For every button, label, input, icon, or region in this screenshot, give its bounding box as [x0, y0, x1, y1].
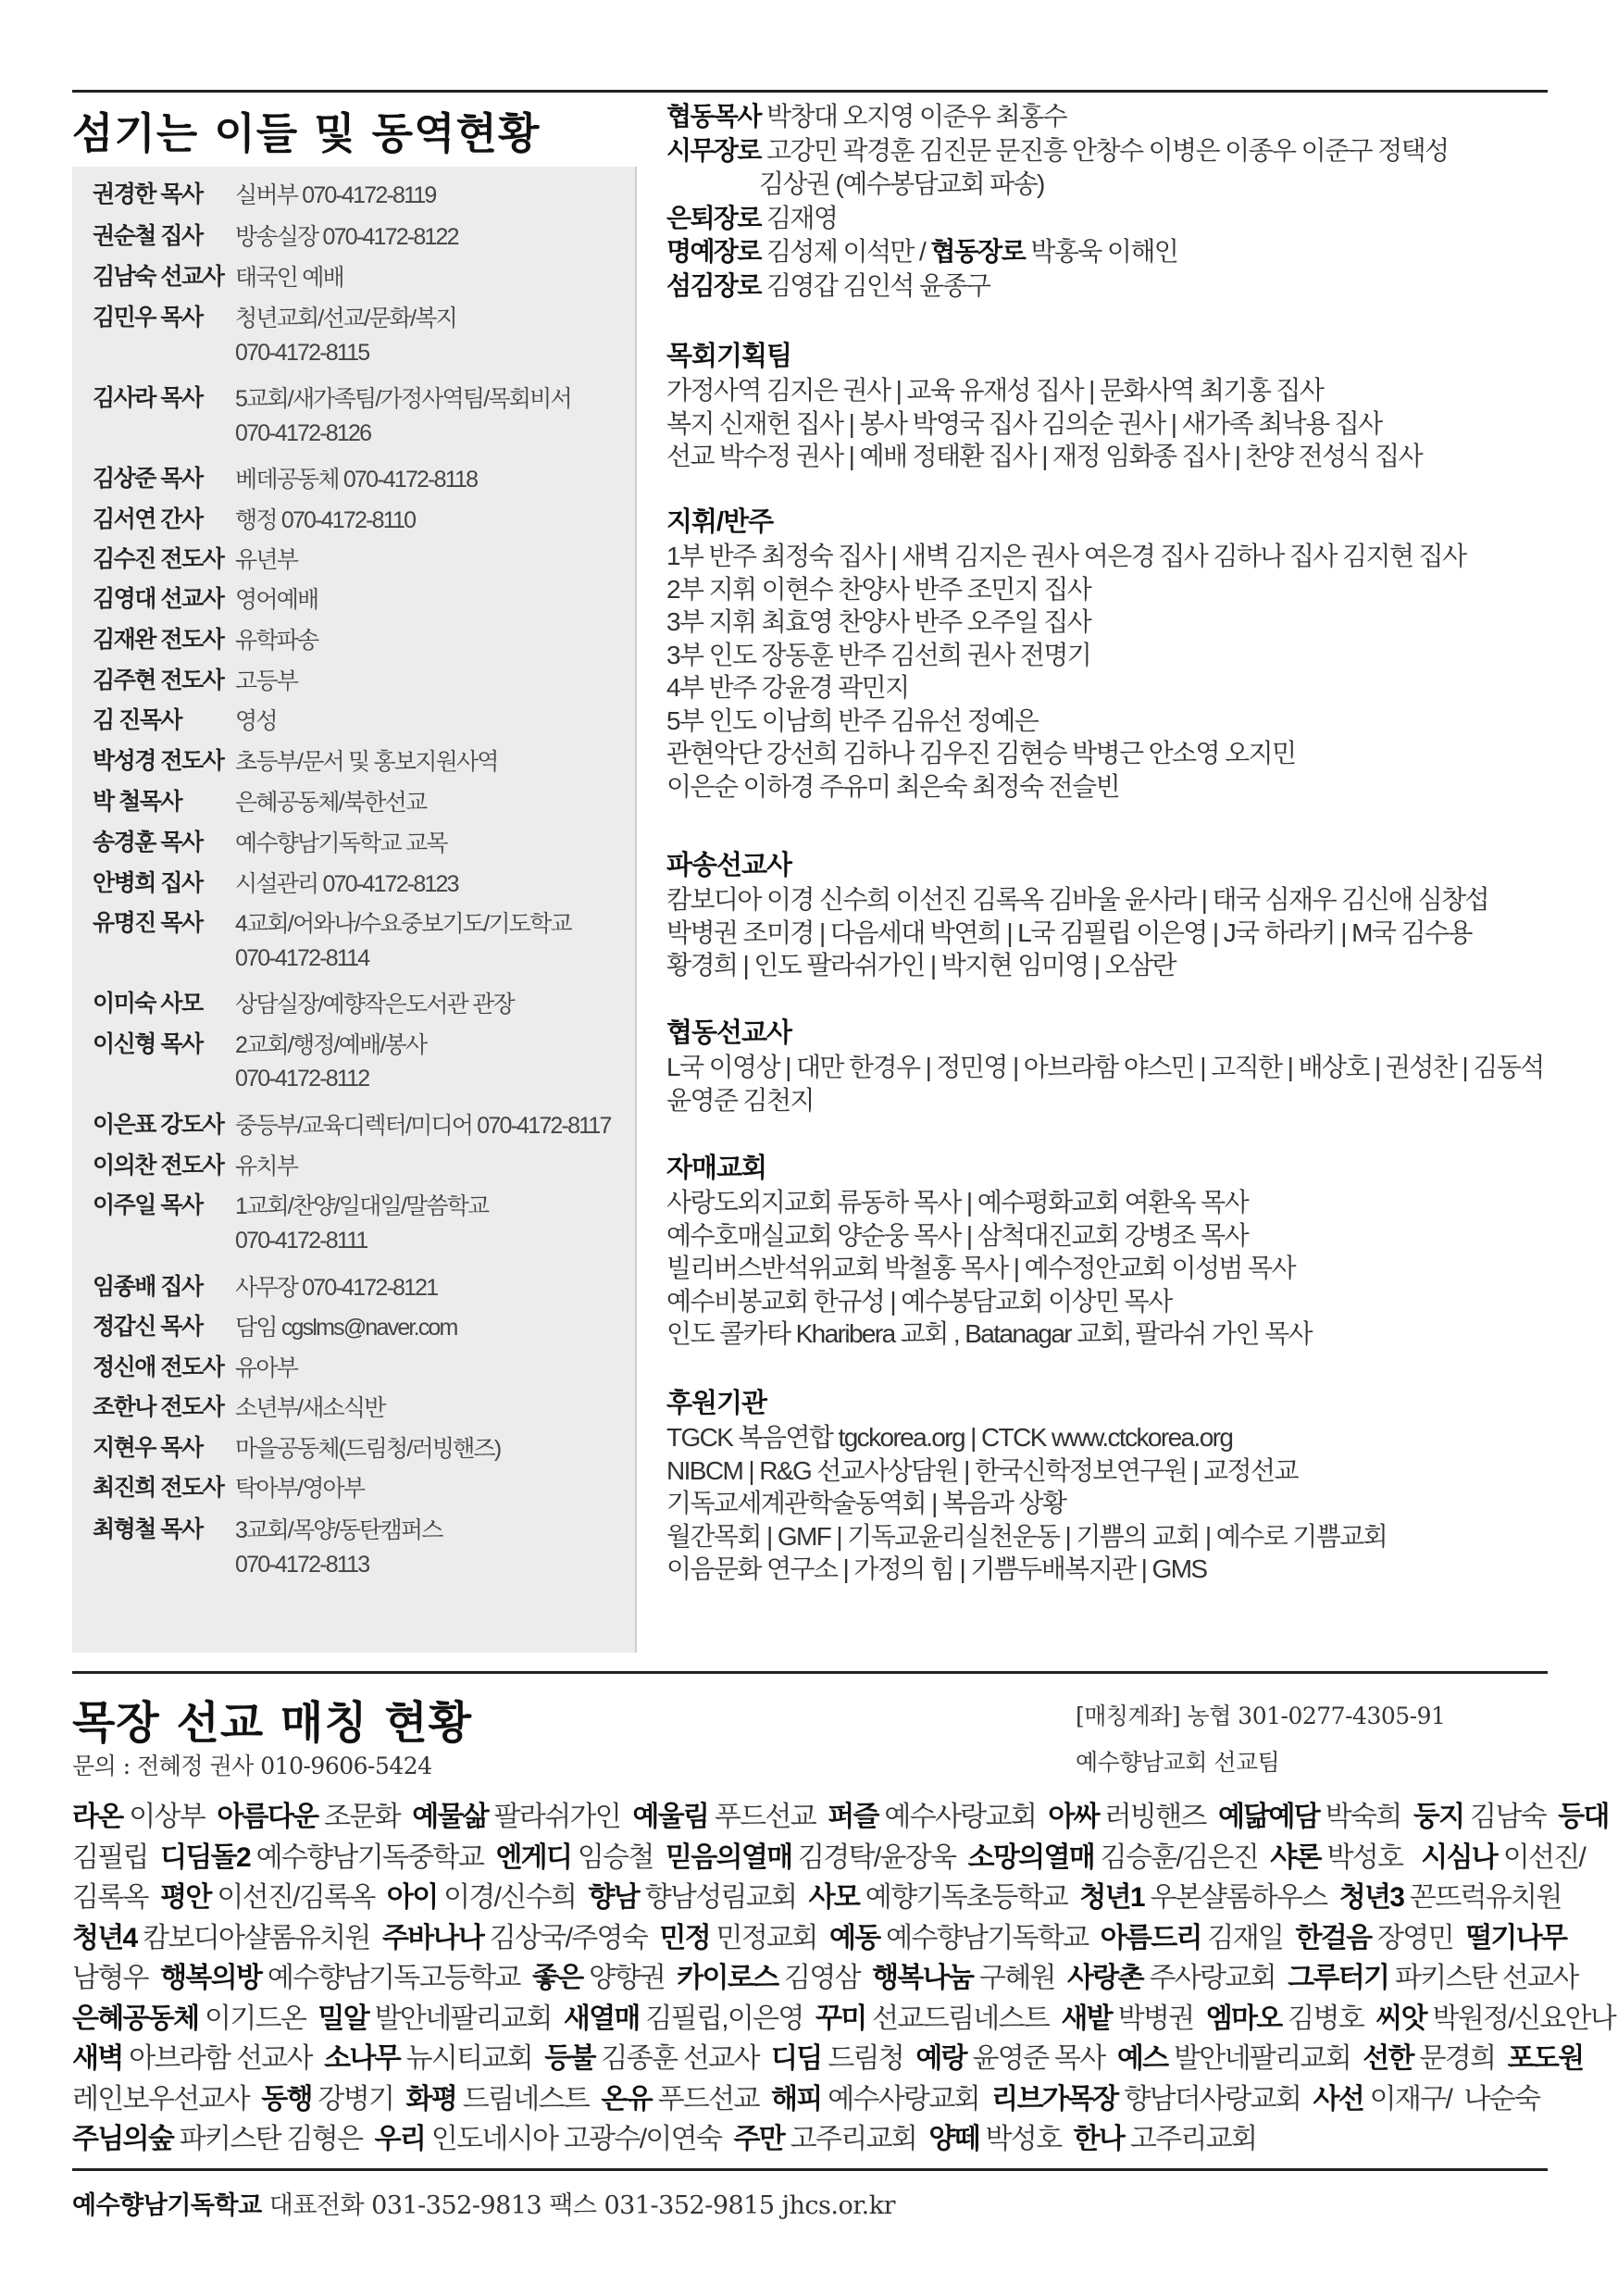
group-name: 소나무 — [324, 2043, 400, 2074]
group-partner: 발안네팔리교회 — [368, 2003, 564, 2034]
group-name: 씨앗 — [1375, 2003, 1426, 2034]
group-name: 주바나나 — [381, 1922, 484, 1953]
section-line: 복지 신재헌 집사 | 봉사 박영국 집사 김의순 권사 | 새가족 최낙용 집사 — [666, 408, 1382, 438]
group-name: 민정 — [659, 1922, 710, 1953]
group-name: 밀알 — [317, 2003, 368, 2034]
staff-row — [93, 1389, 639, 1426]
group-name: 믿음의열매 — [665, 1841, 792, 1873]
staff-row — [93, 944, 639, 981]
section-line: 5부 인도 이남희 반주 김유선 정예은 — [666, 705, 1039, 735]
staff-name: 박 철목사 — [93, 789, 182, 815]
staff-role: 예수향남기독학교 교목 — [235, 830, 447, 856]
group-partner: 캄보디아샬롬유치원 — [136, 1922, 382, 1953]
group-partner: 박성호 — [1320, 1841, 1422, 1873]
group-name: 퍼즐 — [828, 1802, 878, 1832]
staff-name: 김서연 간사 — [93, 506, 203, 532]
group-partner: 이경/신수희 — [437, 1882, 589, 1913]
elder-names: 김재영 — [760, 203, 838, 232]
staff-role: 070-4172-8111 — [235, 1228, 367, 1254]
staff-row — [93, 1511, 639, 1548]
staff-name: 김주현 전도사 — [93, 668, 224, 693]
top-rule — [72, 90, 1548, 93]
group-partner: 김록옥 — [72, 1882, 161, 1913]
section-line: 이음문화 연구소 | 가정의 힘 | 기쁨두배복지관 | GMS — [666, 1554, 1207, 1583]
staff-role: 3교회/목양/동탄캠퍼스 — [235, 1517, 442, 1543]
group-name: 좋은 — [531, 1963, 583, 1993]
group-name: 포도원 — [1507, 2043, 1584, 2074]
group-partner: 푸드선교 — [651, 2083, 772, 2115]
group-name: 화평 — [405, 2083, 457, 2115]
staff-role: 2교회/행정/예배/봉사 — [235, 1032, 427, 1058]
group-name: 예물삶 — [412, 1802, 489, 1832]
group-name: 아싸 — [1048, 1802, 1099, 1832]
staff-role: 070-4172-8115 — [235, 340, 369, 366]
elder-line — [666, 131, 1449, 168]
group-partner: 아브라함 선교사 — [122, 2043, 325, 2074]
group-partner: 파키스탄 선교사 — [1388, 1963, 1578, 1993]
group-name: 사모 — [808, 1882, 860, 1913]
staff-name: 김상준 목사 — [93, 466, 203, 492]
elder-label: 섬김장로 — [666, 270, 761, 300]
staff-row — [93, 742, 639, 780]
staff-name: 조한나 전도사 — [93, 1394, 224, 1420]
elder-names: 김성제 이석만 / — [760, 237, 931, 266]
elder-line — [666, 198, 837, 235]
group-partner: 구혜원 — [973, 1963, 1068, 1993]
group-partner: 박숙희 — [1319, 1802, 1413, 1832]
ministers-panel — [72, 167, 637, 1653]
elder-line — [759, 164, 1044, 201]
matching-line — [72, 2035, 1584, 2076]
group-name: 디딤돌2 — [160, 1841, 250, 1873]
group-name: 새밭 — [1061, 2003, 1112, 2034]
group-partner: 드림네스트 — [456, 2083, 602, 2115]
group-name: 청년1 — [1079, 1882, 1144, 1913]
group-name: 청년3 — [1338, 1882, 1404, 1913]
elder-names: 박홍욱 이해인 — [1025, 237, 1178, 266]
staff-row — [93, 580, 639, 618]
matching-line — [72, 1915, 1567, 1955]
group-name: 소망의열매 — [967, 1841, 1095, 1873]
group-partner: 김상국/주영숙 — [483, 1922, 660, 1953]
staff-role: 5교회/새가족팀/가정사역팀/목회비서 — [235, 386, 571, 412]
group-partner: 향남성림교회 — [639, 1882, 809, 1913]
group-partner: 이상부 — [122, 1802, 218, 1832]
group-partner: 고주리교회 — [784, 2124, 929, 2154]
staff-row — [93, 1227, 639, 1264]
staff-name: 이미숙 사모 — [93, 991, 203, 1017]
group-partner: 고주리교회 — [1124, 2124, 1257, 2154]
staff-role: 유아부 — [235, 1355, 298, 1381]
staff-role: 070-4172-8113 — [235, 1552, 369, 1578]
staff-name: 정갑신 목사 — [93, 1314, 203, 1340]
staff-name: 이은표 강도사 — [93, 1112, 224, 1138]
group-name: 예동 — [828, 1922, 880, 1953]
group-partner: 김재일 — [1201, 1922, 1296, 1953]
staff-name: 김민우 목사 — [93, 305, 203, 331]
group-name: 주님의숲 — [72, 2124, 174, 2154]
group-partner: 예수사랑교회 — [821, 2083, 992, 2115]
staff-name: 안병희 집사 — [93, 870, 203, 896]
group-name: 예스 — [1116, 2043, 1168, 2074]
section-heading: 후원기관 — [666, 1389, 767, 1418]
matching-line — [72, 1995, 1616, 2036]
group-partner: 레인보우선교사 — [72, 2083, 262, 2115]
section-heading: 목회기획팀 — [666, 342, 792, 371]
group-name: 사랑촌 — [1067, 1963, 1143, 1993]
group-partner: 김경탁/윤장욱 — [791, 1841, 968, 1873]
group-name: 시심나 — [1421, 1841, 1498, 1873]
section-line: 월간목회 | GMF | 기독교윤리실천운동 | 기쁨의 교회 | 예수로 기쁨교회 — [666, 1521, 1388, 1551]
staff-role: 초등부/문서 및 홍보지원사역 — [235, 749, 498, 775]
group-name: 디딤 — [771, 2043, 822, 2074]
section-line: 4부 반주 강윤경 곽민지 — [666, 673, 909, 702]
group-name: 리브가목장 — [991, 2083, 1118, 2115]
staff-role: 시설관리 070-4172-8123 — [235, 871, 458, 897]
group-name: 엠마오 — [1205, 2003, 1282, 2034]
group-name: 사선 — [1313, 2083, 1364, 2115]
staff-row — [93, 1147, 639, 1184]
group-partner: 김필립 — [72, 1841, 161, 1873]
staff-row — [93, 1268, 639, 1305]
staff-row — [93, 1469, 639, 1506]
group-name: 카이로스 — [677, 1963, 778, 1993]
staff-name: 지현우 목사 — [93, 1435, 203, 1461]
group-name: 라온 — [72, 1802, 123, 1832]
group-name: 꾸미 — [815, 2003, 866, 2034]
staff-row — [93, 380, 639, 417]
section-line: 인도 콜카타 Kharibera 교회 , Batanagar 교회, 팔라쉬 가인 목사 — [666, 1319, 1312, 1348]
elder-names: 고강민 곽경훈 김진문 문진흥 안창수 이병은 이종우 이준구 정택성 — [760, 135, 1449, 165]
group-partner: 푸드선교 — [708, 1802, 828, 1832]
section-line: 가정사역 김지은 권사 | 교육 유재성 집사 | 문화사역 최기홍 집사 — [666, 376, 1324, 405]
group-name: 새벽 — [72, 2043, 123, 2074]
group-partner: 박성호 — [978, 2124, 1074, 2154]
elder-names: 김상권 (예수봉담교회 파송) — [759, 169, 1044, 198]
staff-role: 영어예배 — [235, 587, 318, 613]
group-partner: 박원정/신요안나 — [1425, 2003, 1616, 2034]
group-partner: 조문화 — [317, 1802, 413, 1832]
staff-row — [93, 824, 639, 861]
group-partner: 향남더사랑교회 — [1117, 2083, 1313, 2115]
staff-role: 소년부/새소식반 — [235, 1395, 385, 1421]
elder-line — [666, 96, 1066, 133]
matching-line — [72, 2076, 1548, 2116]
section-line: 2부 지휘 이현수 찬양사 반주 조민지 집사 — [666, 574, 1091, 604]
staff-row — [93, 1349, 639, 1386]
staff-name: 김사라 목사 — [93, 385, 203, 411]
group-name: 아름드리 — [1100, 1922, 1201, 1953]
group-partner: 김승훈/김은진 — [1094, 1841, 1271, 1873]
group-name: 해피 — [771, 2083, 822, 2115]
staff-name: 김재완 전도사 — [93, 627, 224, 653]
section-line: NIBCM | R&G 선교사상담원 | 한국신학정보연구원 | 교정선교 — [666, 1455, 1298, 1485]
middle-rule — [72, 1671, 1548, 1674]
staff-name: 김남숙 선교사 — [93, 264, 224, 290]
group-partner: 윤영준 목사 — [965, 2043, 1117, 2074]
group-name: 예울림 — [632, 1802, 709, 1832]
group-partner: 예수향남기독학교 — [879, 1922, 1101, 1953]
group-name: 등대 — [1558, 1802, 1609, 1832]
staff-row — [93, 905, 639, 942]
staff-row — [93, 1551, 639, 1588]
group-name: 주만 — [733, 2124, 785, 2154]
staff-name: 김영대 선교사 — [93, 586, 224, 612]
group-partner: 뉴시티교회 — [399, 2043, 545, 2074]
group-partner: 러빙핸즈 — [1098, 1802, 1218, 1832]
group-name: 청년4 — [72, 1922, 137, 1953]
group-partner: 드림청 — [821, 2043, 916, 2074]
section-line: 선교 박수정 권사 | 예배 정태환 집사 | 재정 임화종 집사 | 찬양 전성식 집사 — [666, 442, 1423, 470]
group-name: 한걸음 — [1295, 1922, 1372, 1953]
staff-role: 중등부/교육디렉터/미디어 070-4172-8117 — [235, 1113, 611, 1139]
staff-role: 상담실장/예향작은도서관 관장 — [235, 992, 514, 1017]
staff-name: 최형철 목사 — [93, 1516, 203, 1542]
staff-role: 사무장 070-4172-8121 — [235, 1275, 438, 1301]
staff-row — [93, 258, 639, 295]
section-line: 빌리버스반석위교회 박철홍 목사 | 예수정안교회 이성범 목사 — [666, 1254, 1295, 1282]
section-line: 1부 반주 최정숙 집사 | 새벽 김지은 권사 여은경 집사 김하나 집사 김지현 집사 — [666, 542, 1466, 570]
staff-name: 송경훈 목사 — [93, 830, 203, 855]
group-partner: 선교드림네스트 — [865, 2003, 1062, 2034]
group-partner: 예수향남기독고등학교 — [261, 1963, 532, 1993]
staff-row — [93, 783, 639, 820]
section-heading: 파송선교사 — [666, 851, 792, 880]
staff-role: 070-4172-8114 — [235, 945, 369, 971]
group-partner: 박병권 — [1111, 2003, 1206, 2034]
group-partner: 김남숙 — [1463, 1802, 1559, 1832]
staff-row — [93, 419, 639, 456]
matching-line — [72, 1834, 1586, 1875]
staff-role: 행정 070-4172-8110 — [235, 507, 416, 533]
group-partner: 김종훈 선교사 — [594, 2043, 772, 2074]
group-name: 양떼 — [928, 2124, 979, 2154]
footer-contact: 대표전화 031-352-9813 팩스 031-352-9815 jhcs.or.kr — [261, 2191, 895, 2220]
staff-row — [93, 662, 639, 699]
group-partner: 민정교회 — [709, 1922, 829, 1953]
group-name: 새열매 — [563, 2003, 640, 2034]
section-heading: 지휘/반주 — [666, 507, 774, 537]
group-partner: 파키스탄 김형은 — [173, 2124, 375, 2154]
staff-role: 베데공동체 070-4172-8118 — [235, 467, 478, 493]
group-partner: 주사랑교회 — [1142, 1963, 1288, 1993]
staff-name: 정신애 전도사 — [93, 1354, 224, 1380]
staff-row — [93, 218, 639, 255]
group-name: 평안 — [160, 1882, 211, 1913]
group-partner: 양향권 — [582, 1963, 678, 1993]
staff-name: 유명진 목사 — [93, 910, 203, 936]
group-partner: 김병호 — [1281, 2003, 1376, 2034]
staff-role: 담임 cgslms@naver.com — [235, 1315, 457, 1341]
matching-account-holder: 예수향남교회 선교팀 — [1076, 1749, 1280, 1776]
section-line: 예수호매실교회 양순웅 목사 | 삼척대진교회 강병조 목사 — [666, 1220, 1249, 1250]
group-partner: 김필립,이은영 — [639, 2003, 815, 2034]
elder-label: 시무장로 — [666, 135, 761, 165]
group-partner: 인도네시아 고광수/이연숙 — [425, 2124, 734, 2154]
matching-line — [72, 1954, 1578, 1995]
matching-inquiry: 문의 : 전혜정 권사 010-9606-5424 — [72, 1753, 432, 1779]
staff-name: 이의찬 전도사 — [93, 1153, 224, 1179]
staff-row — [93, 1429, 639, 1466]
group-name: 은혜공동체 — [72, 2003, 199, 2034]
staff-role: 4교회/어와나/수요중보기도/기도학교 — [235, 911, 571, 937]
staff-role: 영성 — [235, 708, 277, 734]
group-partner: 임승철 — [571, 1841, 666, 1873]
staff-row — [93, 985, 639, 1022]
ministers-section-title: 섬기는 이들 및 동역현황 — [72, 108, 541, 158]
section-line: TGCK 복음연합 tgckorea.org | CTCK www.ctckorea.org — [666, 1423, 1233, 1452]
group-name: 우리 — [374, 2124, 426, 2154]
group-name: 떨기나무 — [1465, 1922, 1567, 1953]
staff-row — [93, 865, 639, 902]
group-name: 선한 — [1363, 2043, 1413, 2074]
staff-role: 은혜공동체/북한선교 — [235, 790, 427, 816]
staff-role: 청년교회/선교/문화/복지 — [235, 306, 456, 331]
elder-label: 협동장로 — [930, 237, 1026, 266]
staff-name: 이주일 목사 — [93, 1192, 203, 1218]
section-heading: 자매교회 — [666, 1154, 767, 1183]
group-name: 엔게디 — [495, 1841, 572, 1873]
section-line: 이은순 이하경 주유미 최은숙 최정숙 전슬빈 — [666, 771, 1119, 801]
group-name: 예닮예담 — [1217, 1802, 1320, 1832]
group-partner: 팔라쉬가인 — [488, 1802, 633, 1832]
group-partner: 이재구/ 나순숙 — [1363, 2083, 1540, 2115]
staff-role: 태국인 예배 — [235, 265, 343, 291]
group-partner: 이기드온 — [198, 2003, 318, 2034]
staff-role: 마을공동체(드림청/러빙핸즈) — [235, 1436, 501, 1462]
staff-row — [93, 1026, 639, 1063]
bottom-rule — [72, 2168, 1548, 2171]
matching-title: 목장 선교 매칭 현황 — [72, 1697, 473, 1749]
elder-line — [666, 231, 1177, 268]
group-partner: 강병기 — [311, 2083, 406, 2115]
group-name: 샤론 — [1270, 1841, 1321, 1873]
group-name: 온유 — [601, 2083, 652, 2115]
staff-row — [93, 176, 639, 213]
group-partner: 예수사랑교회 — [877, 1802, 1049, 1832]
staff-row — [93, 460, 639, 497]
staff-row — [93, 1308, 639, 1345]
staff-row — [93, 339, 639, 376]
group-name: 행복의방 — [160, 1963, 262, 1993]
staff-role: 탁아부/영아부 — [235, 1476, 365, 1502]
staff-role: 070-4172-8126 — [235, 420, 371, 446]
staff-row — [93, 541, 639, 578]
elder-line — [666, 266, 989, 303]
elder-label: 협동목사 — [666, 102, 761, 131]
group-partner: 꼰뜨럭유치원 — [1403, 1882, 1562, 1913]
group-partner: 예수향남기독중학교 — [249, 1841, 496, 1873]
staff-role: 고등부 — [235, 668, 298, 694]
group-name: 한나 — [1073, 2124, 1125, 2154]
elder-names: 김영갑 김인석 윤종구 — [760, 270, 990, 300]
footer — [72, 2185, 895, 2221]
section-line: 3부 지휘 최효영 찬양사 반주 오주일 집사 — [666, 607, 1091, 636]
group-name: 그루터기 — [1288, 1963, 1389, 1993]
elder-names: 박창대 오지영 이준우 최홍수 — [760, 102, 1066, 131]
staff-role: 유년부 — [235, 547, 298, 573]
group-partner: 김영삼 — [778, 1963, 873, 1993]
staff-name: 박성경 전도사 — [93, 748, 224, 774]
group-partner: 남형우 — [72, 1963, 161, 1993]
staff-row — [93, 1065, 639, 1102]
section-line: 황경희 | 인도 팔라쉬가인 | 박지현 임미영 | 오삼란 — [666, 951, 1176, 980]
staff-role: 방송실장 070-4172-8122 — [235, 224, 458, 250]
group-name: 아이 — [386, 1882, 438, 1913]
section-line: 관현악단 강선희 김하나 김우진 김현승 박병근 안소영 오지민 — [666, 739, 1296, 767]
section-line: 윤영준 김천지 — [666, 1085, 814, 1115]
staff-role: 1교회/찬양/일대일/말씀학교 — [235, 1193, 489, 1219]
section-line: 예수비봉교회 한규성 | 예수봉담교회 이상민 목사 — [666, 1286, 1172, 1316]
staff-row — [93, 501, 639, 538]
staff-role: 유치부 — [235, 1154, 298, 1179]
matching-line — [72, 1874, 1562, 1915]
group-name: 예랑 — [915, 2043, 966, 2074]
group-name: 향남 — [588, 1882, 639, 1913]
staff-role: 070-4172-8112 — [235, 1066, 369, 1092]
matching-account: [매칭계좌] 농협 301-0277-4305-91 — [1076, 1703, 1446, 1729]
staff-name: 최진희 전도사 — [93, 1475, 224, 1501]
group-partner: 이선진/김록옥 — [210, 1882, 387, 1913]
section-line: 사랑도외지교회 류동하 목사 | 예수평화교회 여환옥 목사 — [666, 1188, 1249, 1217]
staff-row — [93, 621, 639, 658]
group-partner: 예향기독초등학교 — [859, 1882, 1080, 1913]
section-line: 기독교세계관학술동역회 | 복음과 상황 — [666, 1489, 1066, 1517]
section-heading: 협동선교사 — [666, 1018, 792, 1048]
group-partner: 이선진/ — [1497, 1841, 1586, 1873]
elder-label: 명예장로 — [666, 237, 761, 266]
staff-name: 김수진 전도사 — [93, 546, 224, 572]
group-partner: 발안네팔리교회 — [1167, 2043, 1363, 2074]
staff-name: 권경한 목사 — [93, 181, 203, 207]
group-name: 등불 — [544, 2043, 595, 2074]
group-partner: 우본샬롬하우스 — [1143, 1882, 1339, 1913]
staff-role: 실버부 070-4172-8119 — [235, 182, 436, 208]
group-partner: 문경희 — [1413, 2043, 1508, 2074]
staff-row — [93, 1106, 639, 1143]
staff-row — [93, 702, 639, 739]
matching-line — [72, 2115, 1548, 2156]
footer-school: 예수향남기독학교 — [72, 2191, 262, 2219]
group-name: 아름다운 — [217, 1802, 318, 1832]
staff-name: 임종배 집사 — [93, 1274, 203, 1300]
group-name: 행복나눔 — [872, 1963, 974, 1993]
group-name: 둥지 — [1413, 1802, 1464, 1832]
section-line: 캄보디아 이경 신수희 이선진 김록옥 김바울 윤사라 | 태국 심재우 김신애 심창섭 — [666, 885, 1488, 914]
staff-row — [93, 299, 639, 336]
staff-role: 유학파송 — [235, 628, 318, 654]
group-partner: 장영민 — [1371, 1922, 1466, 1953]
staff-name: 이신형 목사 — [93, 1031, 203, 1057]
staff-name: 권순철 집사 — [93, 223, 203, 249]
section-line: 3부 인도 장동훈 반주 김선희 권사 전명기 — [666, 640, 1091, 669]
section-line: L국 이영상 | 대만 한경우 | 정민영 | 아브라함 야스민 | 고직한 | 배상호 | 권성찬 | 김동석 — [666, 1053, 1544, 1081]
staff-name: 김 진목사 — [93, 707, 182, 733]
staff-row — [93, 1187, 639, 1224]
elder-label: 은퇴장로 — [666, 203, 761, 232]
section-line: 박병권 조미경 | 다음세대 박연희 | L국 김필립 이은영 | J국 하라키 | M국 김수용 — [666, 917, 1472, 947]
group-name: 동행 — [261, 2083, 312, 2115]
matching-line — [72, 1793, 1609, 1834]
